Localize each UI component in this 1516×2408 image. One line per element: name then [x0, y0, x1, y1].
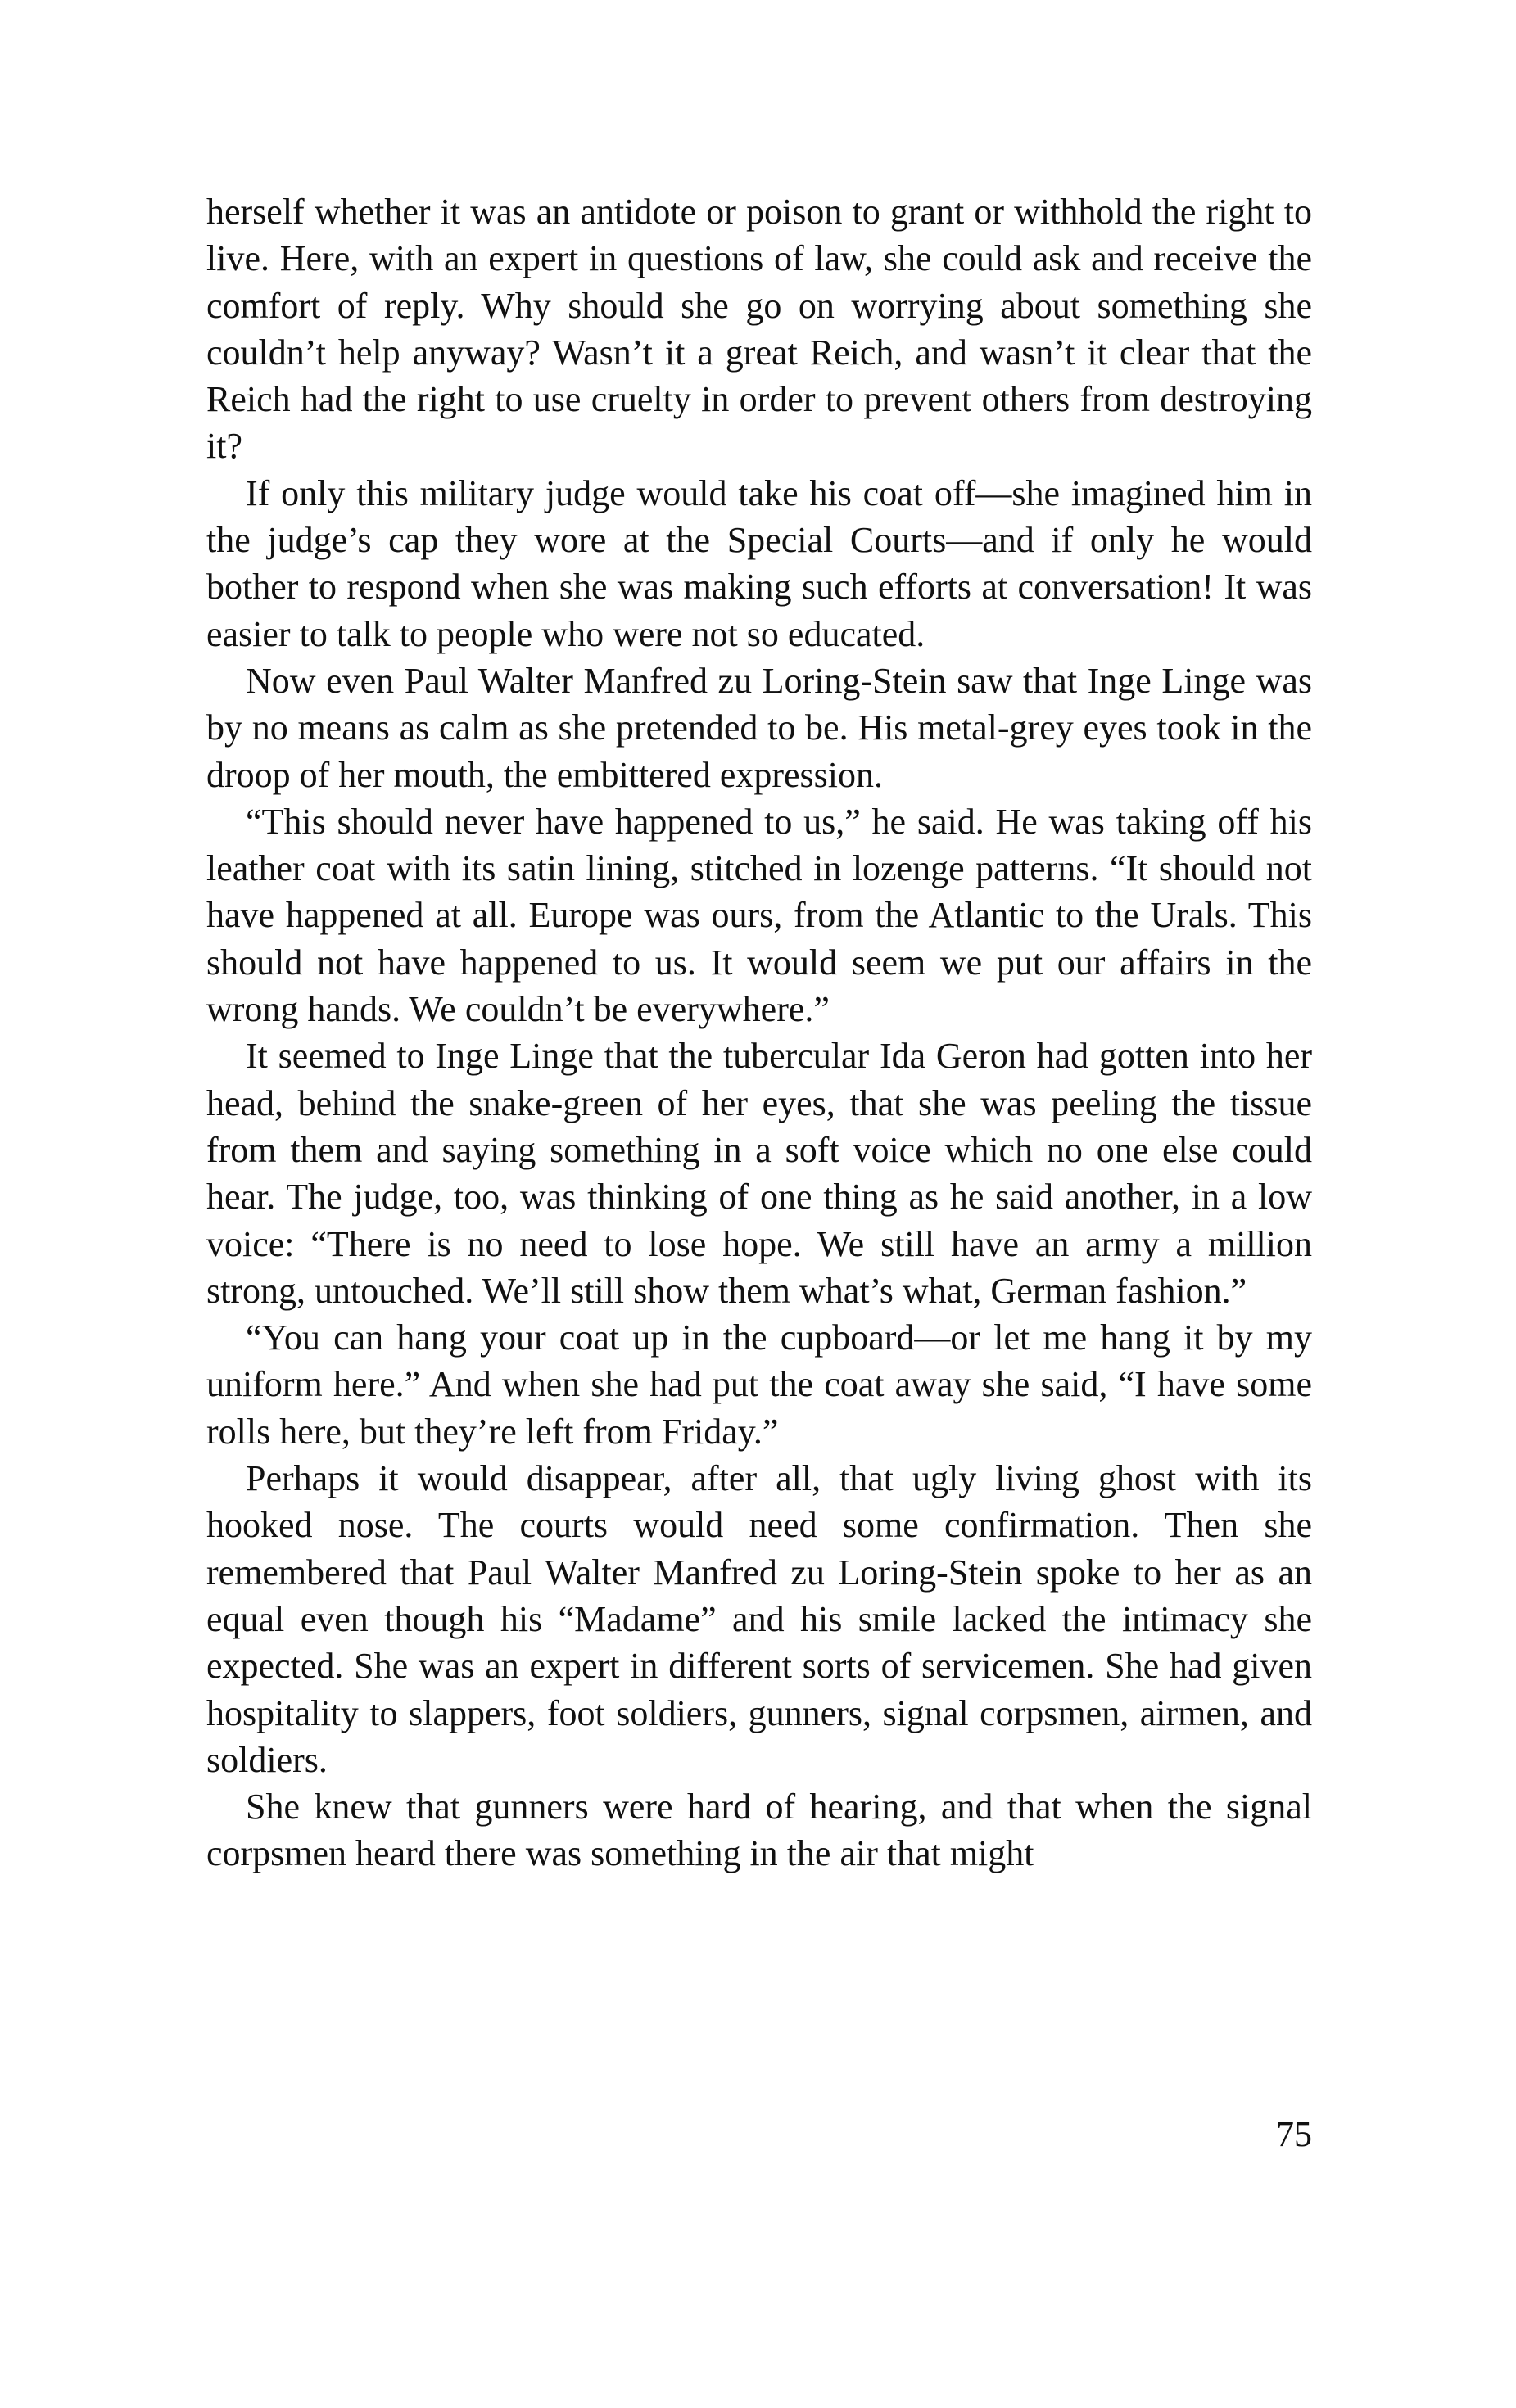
paragraph-3: Now even Paul Walter Manfred zu Loring-Stein saw that Inge Linge was by no means as calm as she pretended to be. His metal-grey eyes took in the droop of her mouth, the embittered expression.	[206, 660, 1312, 795]
paragraph-1: herself whether it was an antidote or poison to grant or withhold the right to live. Here, with an expert in questions of law, she could ask and receive the comfort of reply. Why should she go on worrying about something she couldn’t help anyway? Wasn’t it a great Reich, and wasn’t it clear that the Reich had the right to use cruelty in order to prevent others from destroying it?	[206, 192, 1312, 467]
page-number: 75	[1276, 2114, 1312, 2154]
paragraph-5: It seemed to Inge Linge that the tubercular Ida Geron had gotten into her head, behind the snake-green of her eyes, that she was peeling the tissue from them and saying something in a soft voice which no one else could hear. The judge, too, was thinking of one thing as he said another, in a low voice: “There is no need to lose hope. We still have an army a million strong, untouched. We’ll still show them what’s what, German fashion.”	[206, 1036, 1312, 1311]
paragraph-6: “You can hang your coat up in the cupboard—or let me hang it by my uniform here.” And when she had put the coat away she said, “I have some rolls here, but they’re left from Friday.”	[206, 1317, 1312, 1452]
paragraph-7: Perhaps it would disappear, after all, that ugly living ghost with its hooked nose. The courts would need some confirmation. Then she remembered that Paul Walter Manfred zu Loring-Stein spoke to her as an equal even though his “Madame” and his smile lacked the intimacy she expected. She was an expert in different sorts of servicemen. She had given hospitality to slappers, foot soldiers, gunners, signal corpsmen, airmen, and soldiers.	[206, 1458, 1312, 1780]
paragraph-4: “This should never have happened to us,” he said. He was taking off his leather coat with its satin lining, stitched in lozenge patterns. “It should not have happened at all. Europe was ours, from the Atlantic to the Urals. This should not have happened to us. It would seem we put our affairs in the wrong hands. We couldn’t be everywhere.”	[206, 801, 1312, 1030]
paragraph-8: She knew that gunners were hard of hearing, and that when the signal corpsmen heard there was something in the air that might	[206, 1787, 1312, 1874]
paragraph-2: If only this military judge would take his coat off—she imagined him in the judge’s cap they wore at the Special Courts—and if only he would bother to respond when she was making such efforts at conversation! It was easier to talk to people who were not so educated.	[206, 472, 1312, 654]
body-text	[206, 188, 1312, 1877]
